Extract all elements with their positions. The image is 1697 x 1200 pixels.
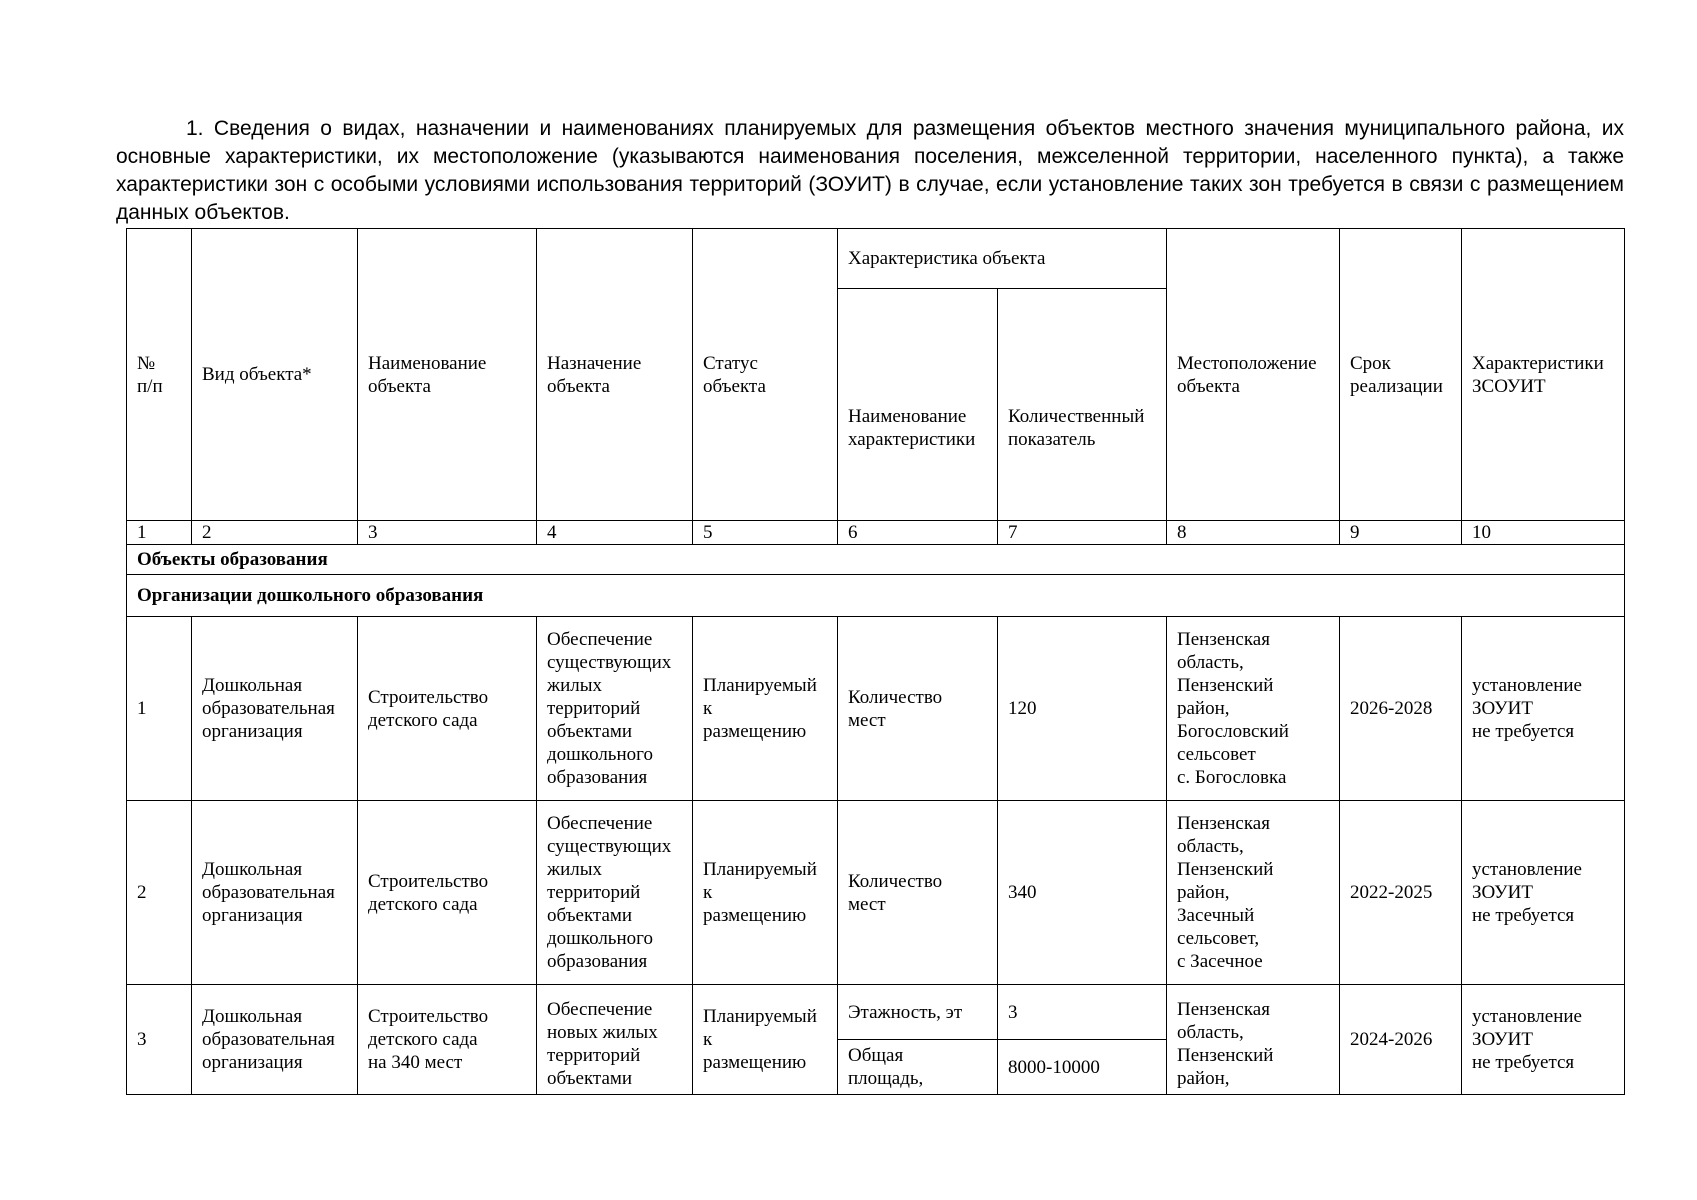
column-number: 3: [358, 521, 537, 545]
characteristic-name-cell: Этажность, эт: [838, 985, 998, 1040]
header-cell-zone-characteristics: Характеристики ЗСОУИТ: [1462, 229, 1625, 521]
characteristic-name-cell: Количество мест: [838, 801, 998, 985]
object-name-cell: Строительство детского сада: [358, 801, 537, 985]
row-number: 1: [127, 617, 192, 801]
header-cell-number: № п/п: [127, 229, 192, 521]
header-cell-object-characteristics: Характеристика объекта: [838, 229, 1167, 289]
header-cell-characteristic-name: Наименование характеристики: [838, 289, 998, 521]
object-status-cell: Планируемый к размещению: [693, 617, 838, 801]
location-cell: Пензенская область, Пензенский район,: [1167, 985, 1340, 1095]
zone-cell: установление ЗОУИТ не требуется: [1462, 985, 1625, 1095]
row-number: 3: [127, 985, 192, 1095]
characteristic-value-cell: 8000-10000: [998, 1040, 1167, 1095]
characteristic-value-cell: 120: [998, 617, 1167, 801]
object-name-cell: Строительство детского сада на 340 мест: [358, 985, 537, 1095]
intro-paragraph: 1. Сведения о видах, назначении и наименованиях планируемых для размещения объектов местного значения муниципального района, их основные характеристики, их местоположение (указываются наименования поселения, межселенной территории, населенного пункта), а также характеристики зон с особыми условиями использования территорий (ЗОУИТ) в случае, если установление таких зон требуется в связи с размещением данных объектов.: [116, 117, 1624, 224]
object-status-cell: Планируемый к размещению: [693, 801, 838, 985]
header-cell-object-purpose: Назначение объекта: [537, 229, 693, 521]
header-cell-location: Местоположение объекта: [1167, 229, 1340, 521]
characteristic-value-cell: 3: [998, 985, 1167, 1040]
characteristic-name-cell: Общая площадь,: [838, 1040, 998, 1095]
object-purpose-cell: Обеспечение существующих жилых территорий объектами дошкольного образования: [537, 801, 693, 985]
characteristic-name-cell: Количество мест: [838, 617, 998, 801]
object-type-cell: Дошкольная образовательная организация: [192, 801, 358, 985]
location-cell: Пензенская область, Пензенский район, Богословский сельсовет с. Богословка: [1167, 617, 1340, 801]
term-cell: 2022-2025: [1340, 801, 1462, 985]
object-type-cell: Дошкольная образовательная организация: [192, 985, 358, 1095]
object-purpose-cell: Обеспечение новых жилых территорий объектами: [537, 985, 693, 1095]
subsection-title: Организации дошкольного образования: [127, 575, 1625, 617]
object-type-cell: Дошкольная образовательная организация: [192, 617, 358, 801]
column-number: 4: [537, 521, 693, 545]
section-title: Объекты образования: [127, 545, 1625, 575]
zone-cell: установление ЗОУИТ не требуется: [1462, 801, 1625, 985]
row-number: 2: [127, 801, 192, 985]
section-row: [127, 545, 1625, 575]
object-name-cell: Строительство детского сада: [358, 617, 537, 801]
term-cell: 2026-2028: [1340, 617, 1462, 801]
table-row: [127, 985, 1625, 1040]
characteristic-value-cell: 340: [998, 801, 1167, 985]
column-number: 1: [127, 521, 192, 545]
header-cell-object-name: Наименование объекта: [358, 229, 537, 521]
column-number: 5: [693, 521, 838, 545]
column-number: 10: [1462, 521, 1625, 545]
subsection-row: [127, 575, 1625, 617]
table-row: [127, 617, 1625, 801]
header-cell-object-type: Вид объекта*: [192, 229, 358, 521]
column-number: 7: [998, 521, 1167, 545]
term-cell: 2024-2026: [1340, 985, 1462, 1095]
location-cell: Пензенская область, Пензенский район, Засечный сельсовет, с Засечное: [1167, 801, 1340, 985]
table-row: [127, 801, 1625, 985]
header-row-1: [127, 229, 1625, 289]
column-number: 8: [1167, 521, 1340, 545]
zone-cell: установление ЗОУИТ не требуется: [1462, 617, 1625, 801]
header-cell-quantity: Количественный показатель: [998, 289, 1167, 521]
column-number: 2: [192, 521, 358, 545]
object-purpose-cell: Обеспечение существующих жилых территорий объектами дошкольного образования: [537, 617, 693, 801]
column-number: 6: [838, 521, 998, 545]
column-number: 9: [1340, 521, 1462, 545]
object-status-cell: Планируемый к размещению: [693, 985, 838, 1095]
header-cell-term: Срок реализации: [1340, 229, 1462, 521]
objects-table: [126, 228, 1625, 1095]
column-numbers-row: [127, 521, 1625, 545]
header-cell-object-status: Статус объекта: [693, 229, 838, 521]
